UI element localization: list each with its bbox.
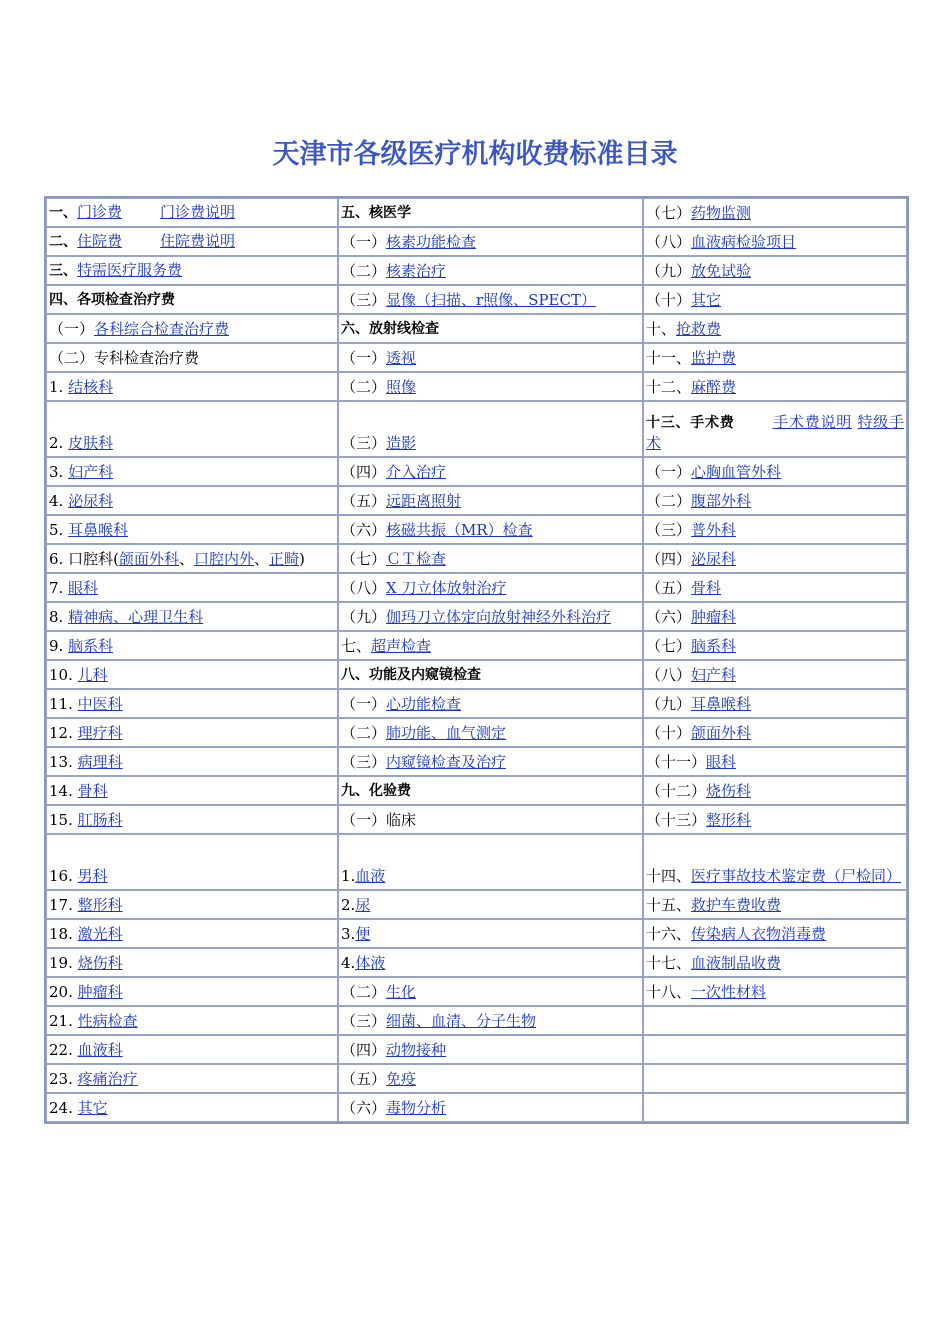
fee-link[interactable]: 男科: [77, 867, 108, 885]
fee-link[interactable]: 特级手术: [646, 413, 904, 452]
item-label: 七、: [341, 636, 372, 655]
fee-link[interactable]: 妇产科: [68, 462, 114, 481]
fee-catalog-body: [46, 198, 907, 1122]
table-cell: [46, 1035, 338, 1064]
fee-link[interactable]: 耳鼻喉科: [691, 694, 752, 713]
item-label: （二）: [341, 982, 387, 1001]
table-row: [46, 1035, 907, 1064]
fee-link[interactable]: 整形科: [77, 895, 123, 914]
table-cell: [643, 602, 907, 631]
table-cell: [338, 948, 643, 977]
table-cell: [338, 1006, 643, 1035]
item-label: 11.: [49, 694, 78, 713]
item-label: 21.: [49, 1011, 78, 1030]
item-label: （六）: [341, 520, 387, 539]
fee-link[interactable]: 远距离照射: [386, 491, 462, 510]
fee-link[interactable]: 眼科: [706, 752, 737, 771]
table-cell: [643, 457, 907, 486]
table-cell: [46, 343, 338, 372]
item-label: 、: [178, 549, 194, 568]
table-row: [46, 256, 907, 285]
table-cell: [46, 573, 338, 602]
fee-link[interactable]: 免疫: [386, 1069, 417, 1088]
table-row: [46, 573, 907, 602]
item-label: 1.: [49, 377, 69, 396]
fee-link[interactable]: X 刀立体放射治疗: [386, 578, 507, 597]
fee-link[interactable]: 抢救费: [676, 319, 722, 338]
fee-link[interactable]: 结核科: [68, 377, 114, 396]
item-label: （一）: [341, 348, 387, 367]
fee-link[interactable]: 心胸血管外科: [691, 462, 782, 481]
table-row: [46, 718, 907, 747]
table-cell: [643, 977, 907, 1006]
table-cell: [46, 1006, 338, 1035]
table-row: [46, 515, 907, 544]
table-cell: [338, 834, 643, 890]
item-label: 23.: [49, 1069, 78, 1088]
fee-link[interactable]: 生化: [386, 982, 417, 1001]
item-label: 16.: [49, 867, 78, 885]
section-heading: 八、功能及内窥镜检查: [341, 667, 481, 683]
item-label: （八）: [646, 232, 692, 251]
table-cell: [46, 948, 338, 977]
fee-link[interactable]: 儿科: [77, 665, 108, 684]
item-label: 十四、: [646, 867, 692, 885]
fee-link[interactable]: 住院费: [77, 232, 123, 250]
fee-link[interactable]: 核磁共振（MR）检查: [386, 520, 533, 539]
item-label: （十）: [646, 723, 692, 742]
table-cell: [46, 256, 338, 285]
fee-link[interactable]: 心功能检查: [386, 694, 462, 713]
fee-link[interactable]: 血液制品收费: [691, 953, 782, 972]
table-cell: [338, 1035, 643, 1064]
table-cell: [643, 631, 907, 660]
fee-link[interactable]: 中医科: [77, 694, 123, 713]
fee-link[interactable]: 药物监测: [691, 203, 752, 222]
item-label: 22.: [49, 1040, 78, 1059]
item-label: 10.: [49, 665, 78, 684]
section-heading: 一、: [49, 205, 77, 221]
item-label: （二）专科检查治疗费: [49, 348, 200, 367]
item-label: （七）: [341, 549, 387, 568]
table-cell: [46, 919, 338, 948]
item-label: 19.: [49, 953, 78, 972]
fee-link[interactable]: 伽玛刀立体定向放射神经外科治疗: [386, 607, 612, 626]
fee-link[interactable]: 监护费: [691, 348, 737, 367]
fee-link[interactable]: 颌面外科: [691, 723, 752, 742]
fee-link[interactable]: 麻醉费: [691, 377, 737, 396]
table-row: [46, 1006, 907, 1035]
fee-link[interactable]: ＣＴ检查: [386, 549, 447, 568]
item-label: （七）: [646, 203, 692, 222]
item-label: 十一、: [646, 348, 692, 367]
table-cell: [46, 977, 338, 1006]
table-cell: [643, 834, 907, 890]
table-cell: [338, 1064, 643, 1093]
item-label: 十六、: [646, 924, 692, 943]
table-cell: [338, 631, 643, 660]
fee-link[interactable]: 肿瘤科: [691, 607, 737, 626]
fee-link[interactable]: 脑系科: [68, 636, 114, 655]
table-cell: [338, 256, 643, 285]
table-row: [46, 805, 907, 834]
table-cell: [643, 314, 907, 343]
table-row: [46, 198, 907, 227]
fee-link[interactable]: 毒物分析: [386, 1098, 447, 1117]
table-cell: [643, 343, 907, 372]
table-cell: [46, 227, 338, 256]
fee-link[interactable]: 理疗科: [77, 723, 123, 742]
fee-link[interactable]: 烧伤科: [706, 781, 752, 800]
table-cell: [338, 602, 643, 631]
table-cell: [338, 372, 643, 401]
item-label: （一）: [49, 319, 95, 338]
table-cell: [46, 660, 338, 689]
table-cell: [338, 747, 643, 776]
table-row: [46, 834, 907, 890]
item-label: （三）: [646, 520, 692, 539]
table-cell: [338, 198, 643, 227]
table-cell: [338, 805, 643, 834]
table-cell: [338, 343, 643, 372]
item-label: （十二）: [646, 781, 707, 800]
item-label: 3.: [49, 462, 69, 481]
table-cell: [338, 660, 643, 689]
table-cell: [338, 689, 643, 718]
fee-link[interactable]: 其它: [77, 1098, 108, 1117]
item-label: 3.: [341, 924, 356, 943]
item-label: （八）: [341, 578, 387, 597]
fee-link[interactable]: 骨科: [691, 578, 722, 597]
item-label: （三）: [341, 752, 387, 771]
table-cell: [338, 890, 643, 919]
item-label: 十、: [646, 319, 677, 338]
item-label: （十三）: [646, 810, 707, 829]
item-label: （一）: [646, 462, 692, 481]
section-heading: 四、各项检查治疗费: [49, 292, 175, 308]
table-row: [46, 314, 907, 343]
table-cell: [643, 515, 907, 544]
item-label: 5.: [49, 520, 69, 539]
fee-link[interactable]: 传染病人衣物消毒费: [691, 924, 827, 943]
fee-link[interactable]: 核素功能检查: [386, 232, 477, 251]
fee-link[interactable]: 颌面外科: [118, 549, 179, 568]
item-label: 8.: [49, 607, 69, 626]
fee-link[interactable]: 救护车费收费: [691, 895, 782, 914]
table-row: [46, 227, 907, 256]
table-cell: [338, 977, 643, 1006]
fee-link[interactable]: 超声检查: [371, 636, 432, 655]
item-label: （五）: [341, 491, 387, 510]
table-cell: [338, 919, 643, 948]
item-label: （七）: [646, 636, 692, 655]
table-cell: [46, 747, 338, 776]
item-label: 15.: [49, 810, 78, 829]
table-cell: [643, 1093, 907, 1122]
item-label: 4.: [49, 491, 69, 510]
table-cell: [338, 401, 643, 457]
fee-link[interactable]: 手术费说明: [772, 413, 852, 431]
table-cell: [46, 285, 338, 314]
fee-link[interactable]: 病理科: [77, 752, 123, 771]
fee-link[interactable]: 正畸: [269, 549, 300, 568]
table-cell: [338, 515, 643, 544]
table-cell: [46, 890, 338, 919]
item-label: （五）: [646, 578, 692, 597]
table-cell: [338, 718, 643, 747]
fee-link[interactable]: 细菌、血清、分子生物: [386, 1011, 537, 1030]
item-label: （十一）: [646, 752, 707, 771]
table-cell: [643, 285, 907, 314]
item-label: （九）: [646, 694, 692, 713]
item-label: （二）: [646, 491, 692, 510]
item-label: （十）: [646, 290, 692, 309]
item-label: 2.: [49, 434, 69, 452]
fee-link[interactable]: 住院费说明: [160, 232, 236, 250]
fee-link[interactable]: 妇产科: [691, 665, 737, 684]
fee-link[interactable]: 疼痛治疗: [77, 1069, 138, 1088]
fee-link[interactable]: 肺功能、血气测定: [386, 723, 507, 742]
table-cell: [338, 227, 643, 256]
fee-link[interactable]: 肛肠科: [77, 810, 123, 829]
section-heading: 五、核医学: [341, 205, 411, 221]
table-cell: [46, 401, 338, 457]
fee-link[interactable]: 腹部外科: [691, 491, 752, 510]
item-label: 6. 口腔科(: [49, 549, 119, 568]
table-row: [46, 401, 907, 457]
fee-link[interactable]: 其它: [691, 290, 722, 309]
table-cell: [643, 1064, 907, 1093]
item-label: ): [299, 549, 305, 568]
item-label: （二）: [341, 723, 387, 742]
item-label: 2.: [341, 895, 356, 914]
table-cell: [643, 805, 907, 834]
table-row: [46, 660, 907, 689]
table-cell: [338, 776, 643, 805]
table-row: [46, 1064, 907, 1093]
table-cell: [643, 573, 907, 602]
table-row: [46, 457, 907, 486]
item-label: （一）: [341, 232, 387, 251]
fee-link[interactable]: 门诊费: [77, 203, 123, 221]
item-label: 、: [253, 549, 269, 568]
fee-link[interactable]: 造影: [386, 434, 417, 452]
item-label: 十七、: [646, 953, 692, 972]
fee-link[interactable]: 肿瘤科: [77, 982, 123, 1001]
item-label: 4.: [341, 953, 356, 972]
item-label: （三）: [341, 1011, 387, 1030]
table-cell: [46, 1064, 338, 1093]
table-cell: [46, 198, 338, 227]
fee-link[interactable]: 特需医疗服务费: [77, 261, 183, 279]
fee-link[interactable]: 耳鼻喉科: [68, 520, 129, 539]
table-cell: [643, 919, 907, 948]
table-cell: [46, 805, 338, 834]
item-label: 14.: [49, 781, 78, 800]
table-row: [46, 689, 907, 718]
item-label: 十二、: [646, 377, 692, 396]
item-label: （四）: [341, 462, 387, 481]
table-cell: [643, 401, 907, 457]
fee-link[interactable]: 血液病检验项目: [691, 232, 797, 251]
table-row: [46, 343, 907, 372]
fee-link[interactable]: 烧伤科: [77, 953, 123, 972]
table-cell: [46, 689, 338, 718]
table-cell: [338, 573, 643, 602]
table-cell: [46, 631, 338, 660]
fee-catalog-table: [44, 196, 909, 1124]
fee-link[interactable]: 动物接种: [386, 1040, 447, 1059]
item-label: （五）: [341, 1069, 387, 1088]
fee-link[interactable]: 各科综合检查治疗费: [94, 319, 230, 338]
table-cell: [643, 776, 907, 805]
fee-link[interactable]: 照像: [386, 377, 417, 396]
table-cell: [338, 544, 643, 573]
fee-link[interactable]: 普外科: [691, 520, 737, 539]
fee-link[interactable]: 骨科: [77, 781, 108, 800]
table-cell: [643, 1035, 907, 1064]
table-cell: [643, 198, 907, 227]
fee-link[interactable]: 性病检查: [77, 1011, 138, 1030]
table-cell: [46, 486, 338, 515]
fee-link[interactable]: 介入治疗: [386, 462, 447, 481]
item-label: 17.: [49, 895, 78, 914]
table-cell: [643, 227, 907, 256]
fee-link[interactable]: 透视: [386, 348, 417, 367]
table-cell: [46, 1093, 338, 1122]
item-label: （六）: [646, 607, 692, 626]
fee-link[interactable]: 血液科: [77, 1040, 123, 1059]
fee-link[interactable]: 血液: [355, 867, 386, 885]
table-row: [46, 602, 907, 631]
item-label: （八）: [646, 665, 692, 684]
table-cell: [643, 544, 907, 573]
fee-link[interactable]: 医疗事故技术鉴定费（尸检同）: [691, 867, 902, 885]
table-row: [46, 631, 907, 660]
item-label: （一）临床: [341, 810, 417, 829]
item-label: 18.: [49, 924, 78, 943]
table-row: [46, 372, 907, 401]
item-label: （二）: [341, 377, 387, 396]
item-label: 12.: [49, 723, 78, 742]
table-row: [46, 747, 907, 776]
table-cell: [46, 718, 338, 747]
table-row: [46, 890, 907, 919]
item-label: 9.: [49, 636, 69, 655]
table-cell: [46, 834, 338, 890]
table-cell: [643, 486, 907, 515]
section-heading: 六、放射线检查: [341, 321, 439, 337]
item-label: 十五、: [646, 895, 692, 914]
table-cell: [338, 314, 643, 343]
table-row: [46, 1093, 907, 1122]
table-cell: [643, 718, 907, 747]
item-label: 24.: [49, 1098, 78, 1117]
fee-link[interactable]: 眼科: [68, 578, 99, 597]
table-row: [46, 544, 907, 573]
fee-link[interactable]: 一次性材料: [691, 982, 767, 1001]
fee-link[interactable]: 显像（扫描、r照像、SPECT）: [386, 290, 596, 309]
item-label: 13.: [49, 752, 78, 771]
fee-link[interactable]: 内窥镜检查及治疗: [386, 752, 507, 771]
table-row: [46, 285, 907, 314]
table-row: [46, 486, 907, 515]
section-heading: 三、: [49, 263, 77, 279]
table-cell: [338, 457, 643, 486]
item-label: 十八、: [646, 982, 692, 1001]
item-label: （二）: [341, 261, 387, 280]
fee-link[interactable]: 门诊费说明: [160, 203, 236, 221]
fee-link[interactable]: 脑系科: [691, 636, 737, 655]
table-cell: [643, 256, 907, 285]
table-cell: [338, 486, 643, 515]
item-label: （三）: [341, 290, 387, 309]
table-cell: [46, 544, 338, 573]
fee-link[interactable]: 精神病、心理卫生科: [68, 607, 204, 626]
fee-link[interactable]: 便: [355, 924, 371, 943]
fee-link[interactable]: 口腔内外: [193, 549, 254, 568]
fee-link[interactable]: 整形科: [706, 810, 752, 829]
fee-link[interactable]: 激光科: [77, 924, 123, 943]
item-label: （三）: [341, 434, 387, 452]
item-label: （四）: [646, 549, 692, 568]
table-cell: [46, 515, 338, 544]
fee-link[interactable]: 泌尿科: [691, 549, 737, 568]
item-label: （九）: [341, 607, 387, 626]
item-label: （九）: [646, 261, 692, 280]
table-cell: [338, 285, 643, 314]
item-label: 1.: [341, 867, 356, 885]
table-cell: [643, 372, 907, 401]
section-heading: 二、: [49, 234, 77, 250]
fee-link[interactable]: 核素治疗: [386, 261, 447, 280]
table-cell: [46, 457, 338, 486]
item-label: （四）: [341, 1040, 387, 1059]
fee-link[interactable]: 体液: [355, 953, 386, 972]
table-cell: [643, 890, 907, 919]
page-title: 天津市各级医疗机构收费标准目录: [272, 139, 678, 170]
table-cell: [643, 948, 907, 977]
item-label: （六）: [341, 1098, 387, 1117]
section-heading: 九、化验费: [341, 783, 411, 799]
item-label: 7.: [49, 578, 69, 597]
fee-link[interactable]: 放免试验: [691, 261, 752, 280]
item-label: （一）: [341, 694, 387, 713]
fee-link[interactable]: 泌尿科: [68, 491, 114, 510]
table-cell: [46, 372, 338, 401]
table-row: [46, 948, 907, 977]
table-cell: [46, 776, 338, 805]
item-label: 20.: [49, 982, 78, 1001]
table-cell: [643, 1006, 907, 1035]
table-row: [46, 776, 907, 805]
table-cell: [46, 314, 338, 343]
table-row: [46, 977, 907, 1006]
fee-link[interactable]: 皮肤科: [68, 434, 114, 452]
table-cell: [643, 689, 907, 718]
table-cell: [643, 660, 907, 689]
table-cell: [46, 602, 338, 631]
fee-link[interactable]: 尿: [355, 895, 371, 914]
section-heading: 十三、手术费: [646, 415, 735, 431]
table-cell: [338, 1093, 643, 1122]
table-row: [46, 919, 907, 948]
table-cell: [643, 747, 907, 776]
